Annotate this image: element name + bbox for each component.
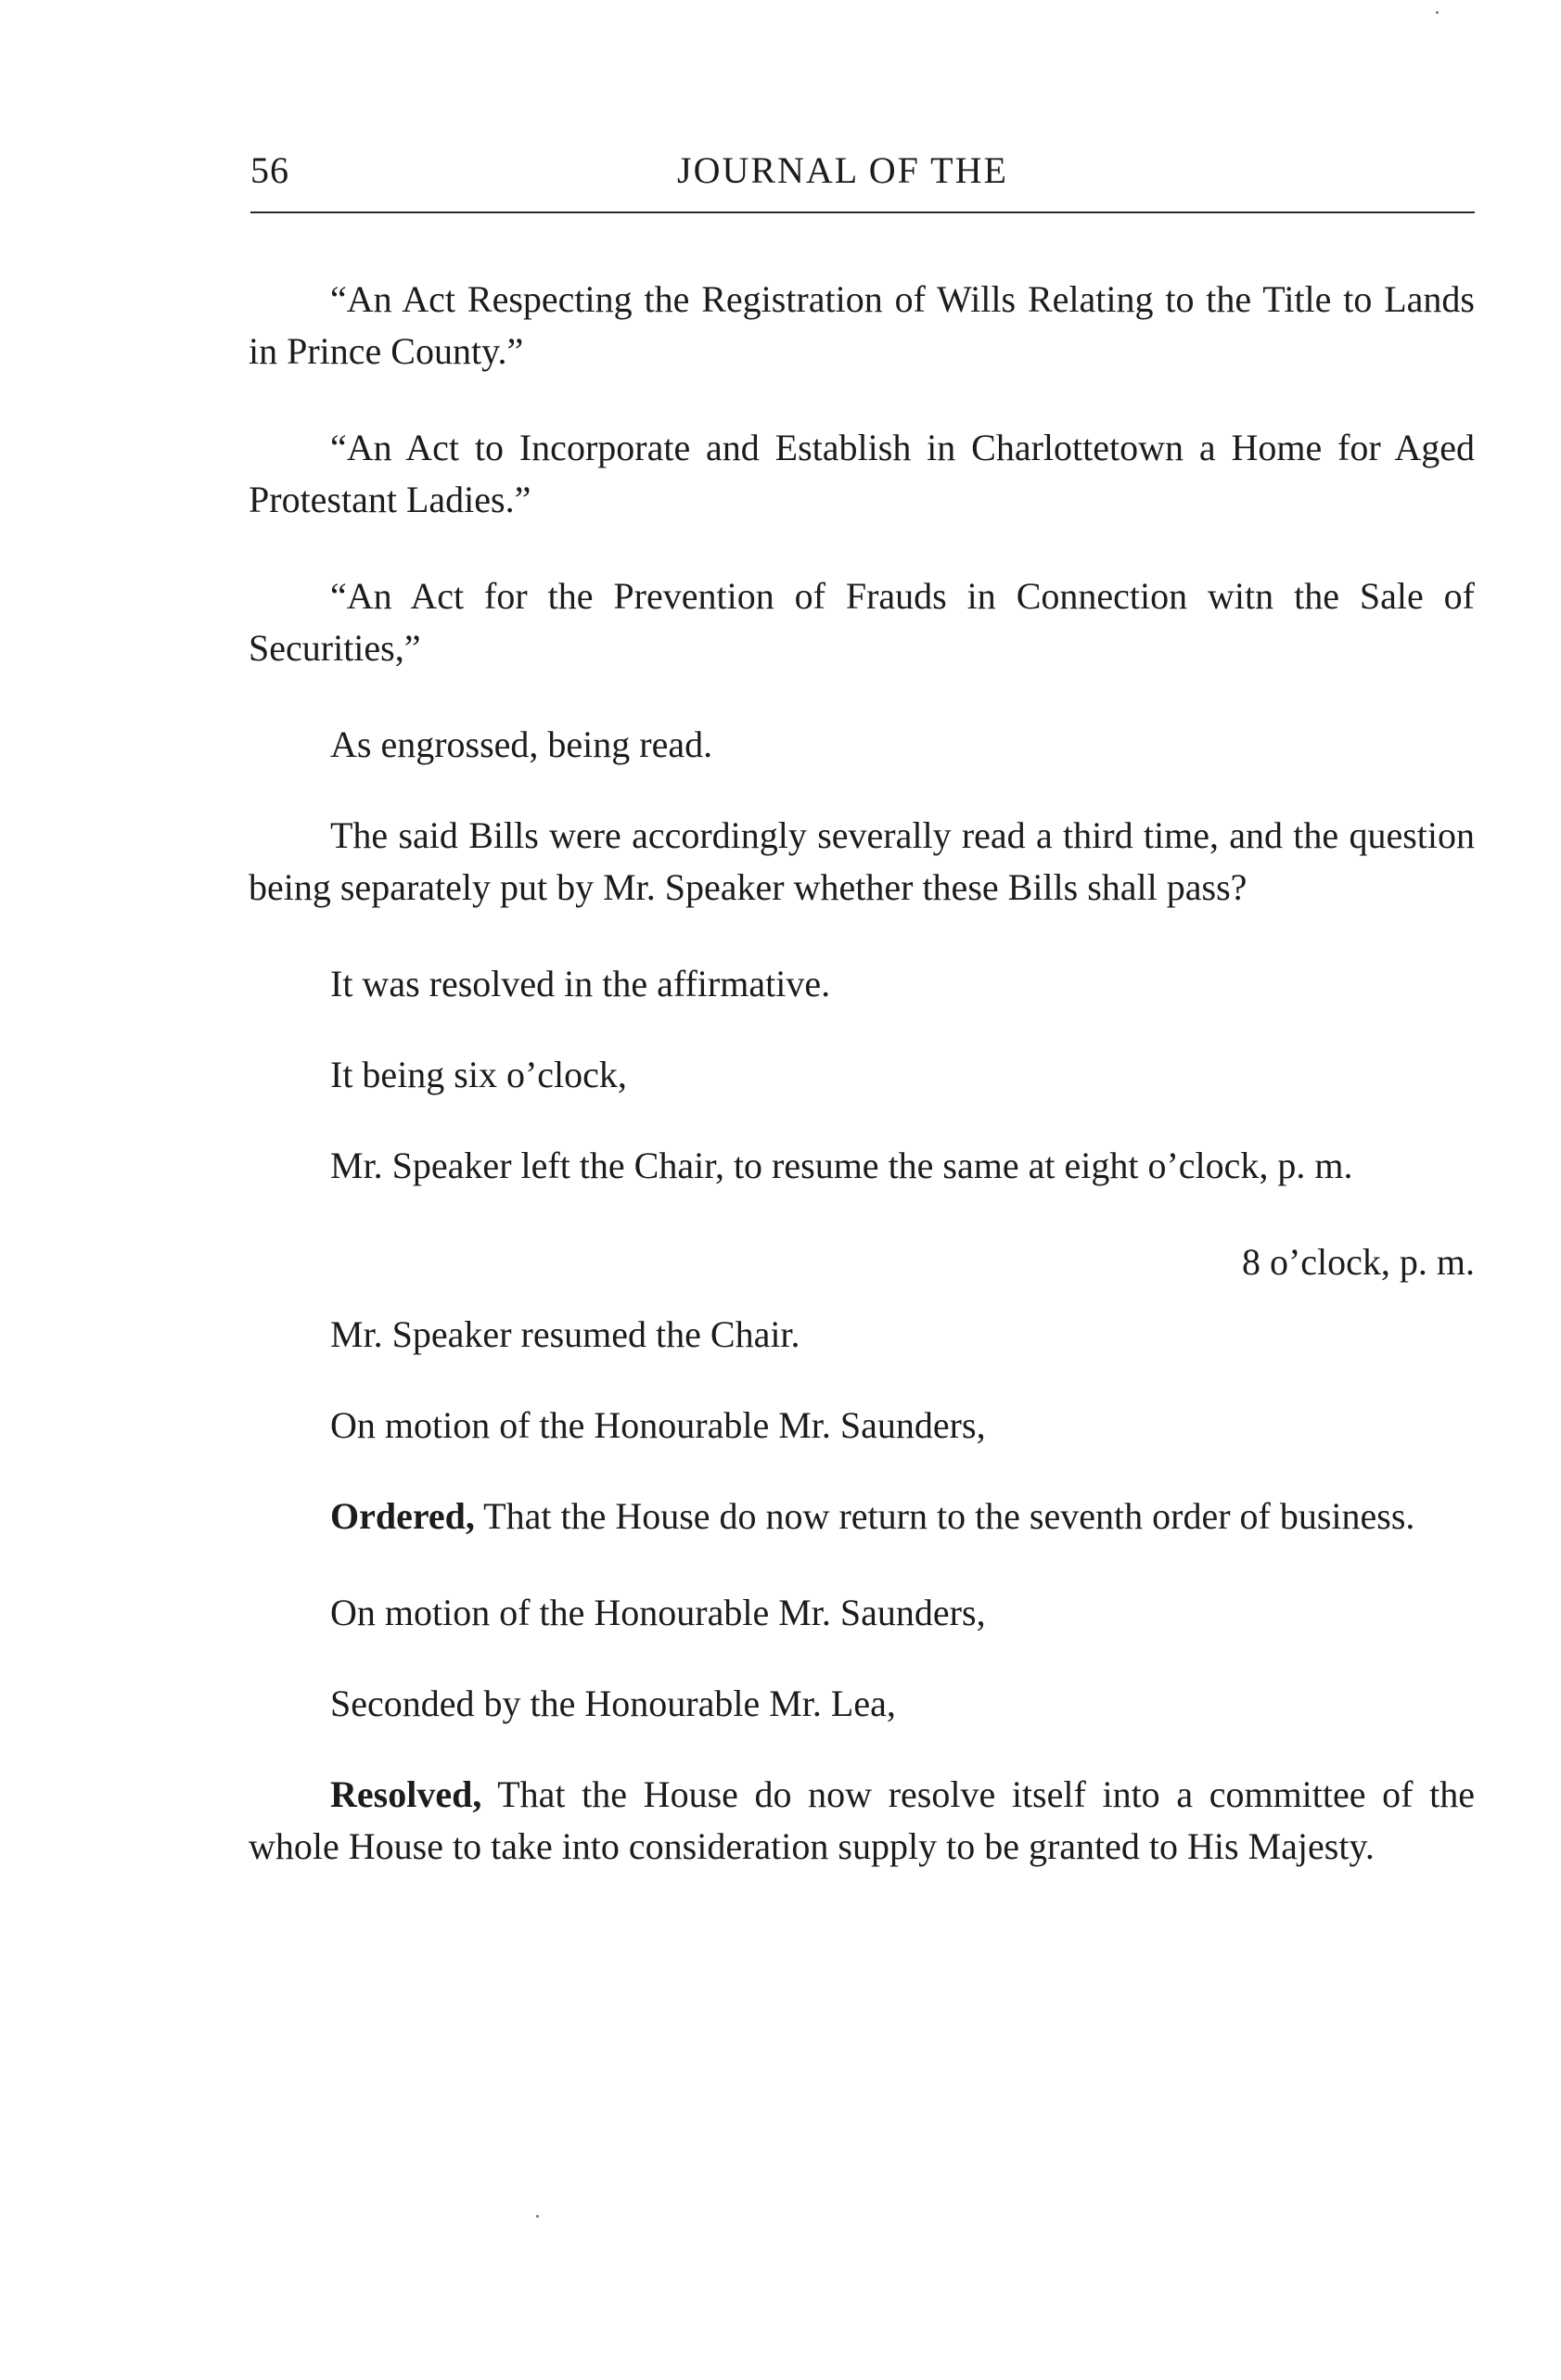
page-header	[250, 148, 1475, 204]
paragraph-text: Mr. Speaker resumed the Chair.	[330, 1313, 800, 1355]
resolved-paragraph	[249, 1769, 1475, 1873]
page-number: 56	[250, 149, 289, 191]
header-rule	[250, 211, 1475, 213]
paragraph-text: Mr. Speaker left the Chair, to resume the same at eight o’clock, p. m.	[330, 1145, 1353, 1186]
scan-speck	[536, 2215, 539, 2218]
speaker-resumed-chair	[249, 1309, 1475, 1361]
scan-speck	[1436, 11, 1439, 14]
ordered-lead: Ordered,	[330, 1495, 475, 1537]
speaker-left-chair	[249, 1140, 1475, 1192]
paragraph-text: 8 o’clock, p. m.	[1241, 1241, 1475, 1283]
six-oclock-note	[249, 1049, 1475, 1101]
ordered-paragraph	[249, 1491, 1475, 1542]
paragraph-text: “An Act to Incorporate and Establish in Charlottetown a Home for Aged Protestant Ladies.”	[249, 427, 1475, 520]
seconded-lea	[249, 1678, 1475, 1730]
running-head: JOURNAL OF THE	[677, 149, 1008, 191]
paragraph-text: As engrossed, being read.	[330, 723, 713, 765]
act-title-home-aged-ladies	[249, 422, 1475, 526]
engrossed-note	[249, 719, 1475, 771]
motion-saunders-1	[249, 1400, 1475, 1452]
paragraph-text: Seconded by the Honourable Mr. Lea,	[330, 1683, 896, 1724]
page-body	[249, 274, 1475, 1917]
paragraph-text: “An Act for the Prevention of Frauds in Connection witn the Sale of Securities,”	[249, 575, 1475, 669]
paragraph-text: That the House do now return to the seventh order of business.	[474, 1495, 1415, 1537]
paragraph-text: That the House do now resolve itself into a committee of the whole House to take into consideration supply to be granted to His Majesty.	[249, 1773, 1475, 1867]
act-title-frauds-securities	[249, 570, 1475, 674]
paragraph-text: The said Bills were accordingly severally read a third time, and the question being separately put by Mr. Speaker whether these Bills shall pass?	[249, 814, 1475, 908]
paragraph-text: “An Act Respecting the Registration of Wills Relating to the Title to Lands in Prince County.”	[249, 278, 1475, 372]
time-heading	[249, 1236, 1475, 1288]
paragraph-text: It being six o’clock,	[330, 1054, 627, 1095]
motion-saunders-2	[249, 1587, 1475, 1639]
paragraph-text: On motion of the Honourable Mr. Saunders,	[330, 1592, 986, 1633]
resolved-lead: Resolved,	[330, 1773, 482, 1815]
paragraph-text: It was resolved in the affirmative.	[330, 963, 831, 1004]
resolved-affirmative	[249, 958, 1475, 1010]
act-title-wills	[249, 274, 1475, 377]
paragraph-text: On motion of the Honourable Mr. Saunders,	[330, 1404, 986, 1446]
third-reading-paragraph	[249, 810, 1475, 914]
